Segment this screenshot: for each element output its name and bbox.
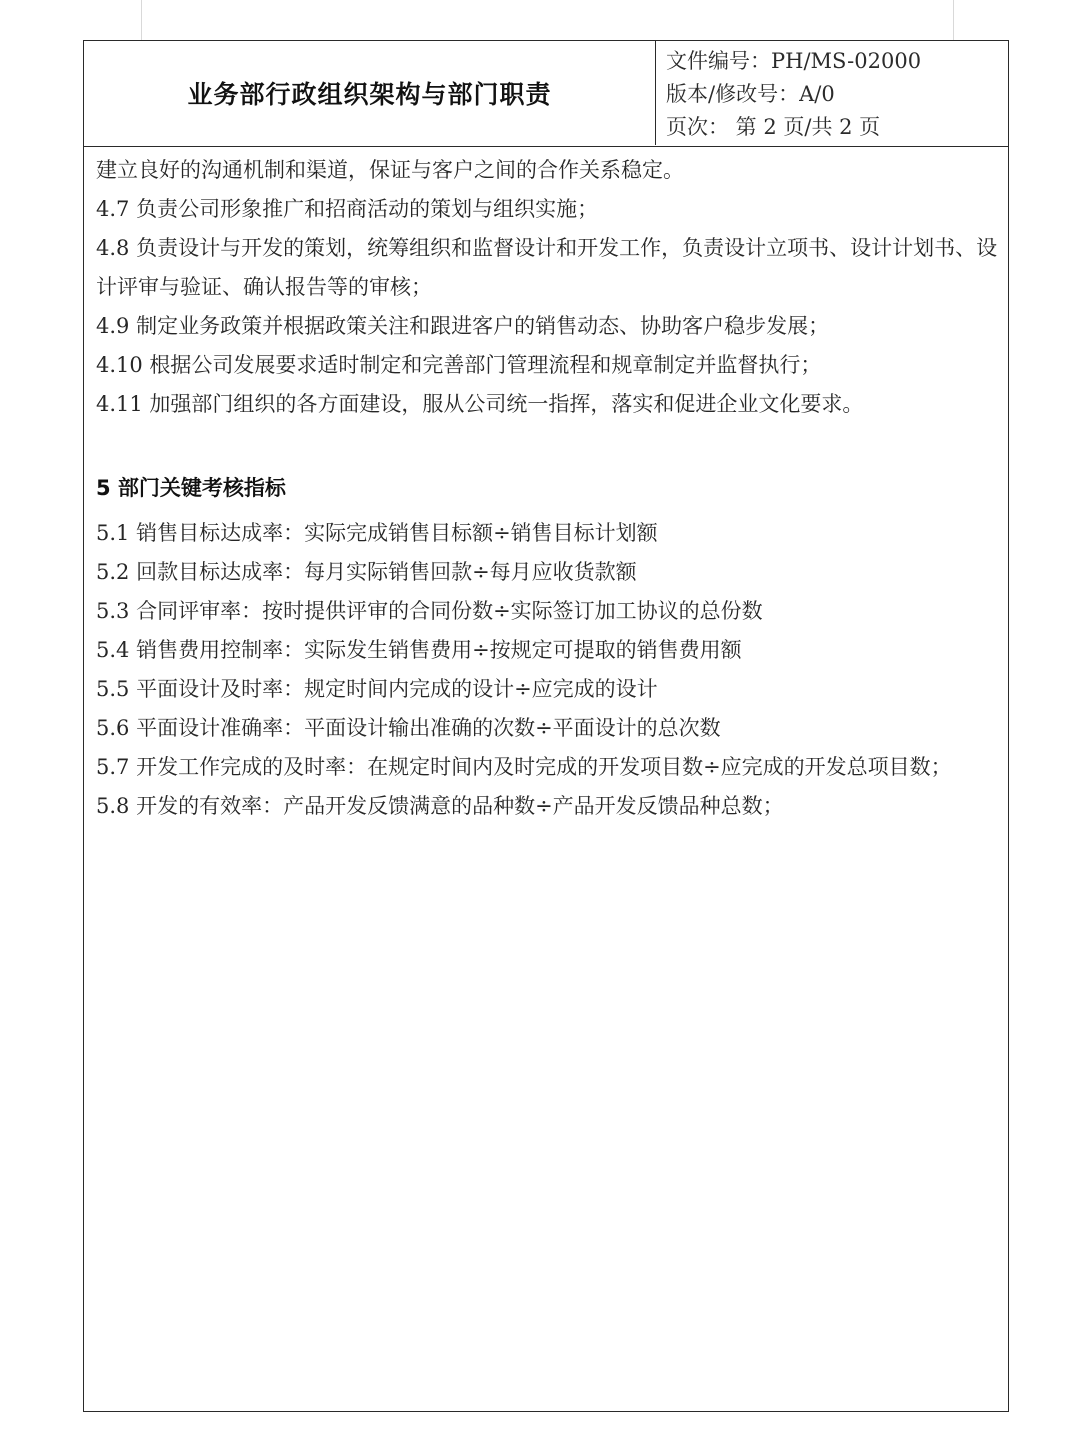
margin-guide-right [953, 0, 954, 40]
section5-item: 5.7 开发工作完成的及时率：在规定时间内及时完成的开发项目数÷应完成的开发总项目数； [96, 755, 952, 779]
document-header [84, 41, 1008, 147]
section5-item: 5.1 销售目标达成率：实际完成销售目标额÷销售目标计划额 [96, 521, 658, 545]
document-meta [666, 45, 1006, 144]
section5-item: 5.8 开发的有效率：产品开发反馈满意的品种数÷产品开发反馈品种总数； [96, 794, 784, 818]
section4-item: 4.8 负责设计与开发的策划，统筹组织和监督设计和开发工作，负责设计立项书、设计计划书、设计评审与验证、确认报告等的审核； [96, 236, 998, 299]
section4-continuation: 建立良好的沟通机制和渠道，保证与客户之间的合作关系稳定。 [96, 158, 684, 182]
section4-item: 4.11 加强部门组织的各方面建设，服从公司统一指挥，落实和促进企业文化要求。 [96, 392, 864, 416]
section4-item: 4.9 制定业务政策并根据政策关注和跟进客户的销售动态、协助客户稳步发展； [96, 314, 830, 338]
header-divider [655, 41, 656, 145]
section5-item: 5.5 平面设计及时率：规定时间内完成的设计÷应完成的设计 [96, 677, 658, 701]
margin-guide-left [141, 0, 142, 40]
file-number: 文件编号：PH/MS-02000 [666, 49, 922, 73]
section5-item: 5.4 销售费用控制率：实际发生销售费用÷按规定可提取的销售费用额 [96, 638, 742, 662]
section5-item: 5.3 合同评审率：按时提供评审的合同份数÷实际签订加工协议的总份数 [96, 599, 763, 623]
section4-item: 4.10 根据公司发展要求适时制定和完善部门管理流程和规章制定并监督执行； [96, 353, 822, 377]
section4-item: 4.7 负责公司形象推广和招商活动的策划与组织实施； [96, 197, 599, 221]
document-body [96, 151, 1001, 826]
section5-item: 5.2 回款目标达成率：每月实际销售回款÷每月应收货款额 [96, 560, 637, 584]
document-frame [83, 40, 1009, 1412]
page-info: 页次： 第 2 页/共 2 页 [666, 115, 881, 139]
section5-item: 5.6 平面设计准确率：平面设计输出准确的次数÷平面设计的总次数 [96, 716, 721, 740]
version-number: 版本/修改号：A/0 [666, 82, 835, 106]
document-title: 业务部行政组织架构与部门职责 [187, 80, 552, 109]
section5-heading: 5 部门关键考核指标 [96, 476, 286, 500]
